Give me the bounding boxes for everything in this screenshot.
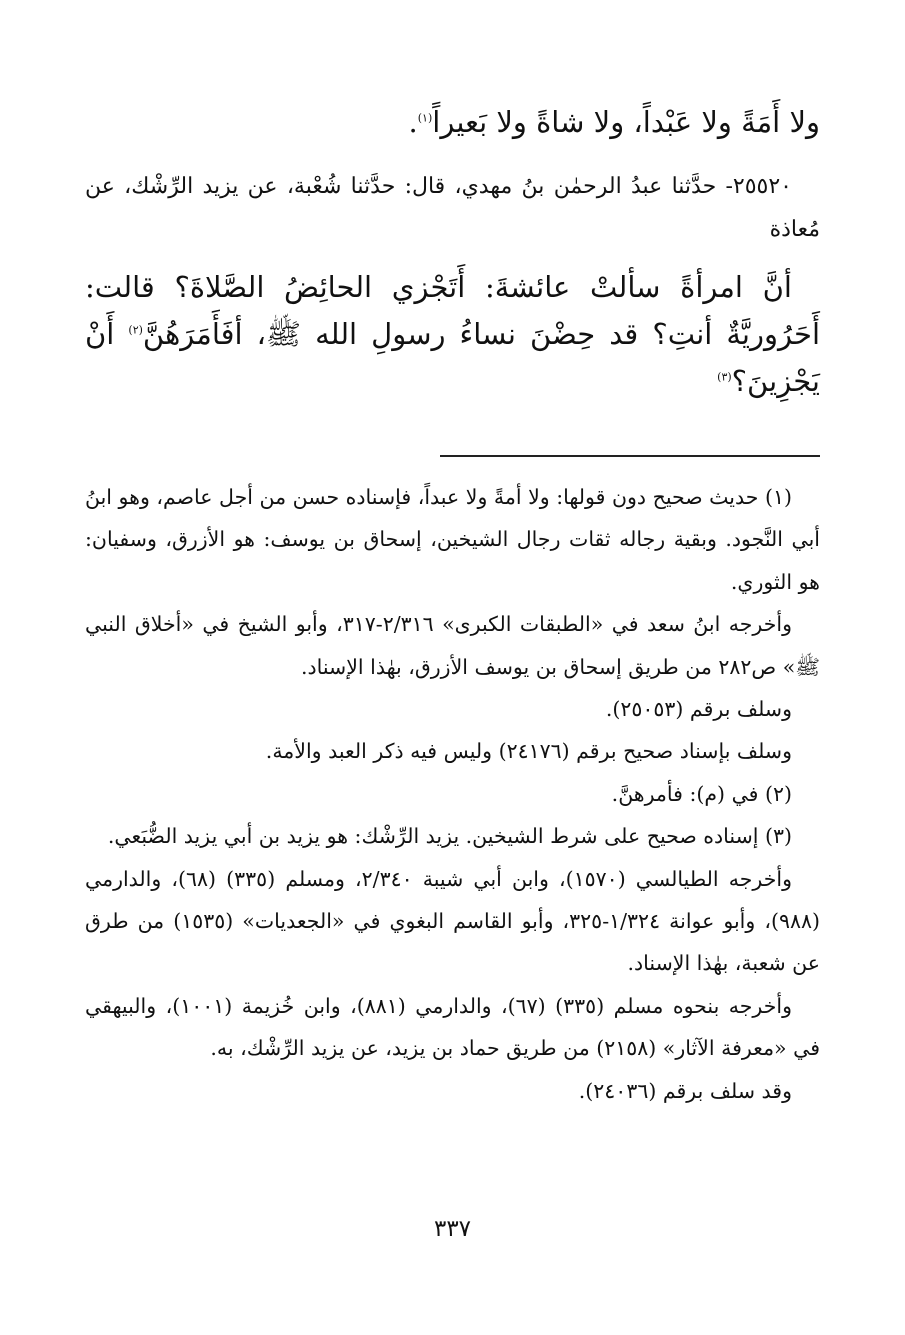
top-text-line — [85, 99, 820, 146]
page-number: ٣٣٧ — [433, 1216, 472, 1242]
footnote-marker-2[interactable]: (٢) — [128, 323, 143, 337]
footnote-3: (٣) إسناده صحيح على شرط الشيخين. يزيد الرِّشْك: هو يزيد بن أبي يزيد الضُّبَعي. — [107, 824, 792, 849]
footnote-2: (٢) في (م): فأمرهنَّ. — [611, 781, 792, 806]
hadith-matn — [85, 264, 820, 405]
footnote-1: (١) حديث صحيح دون قولها: ولا أمةً ولا عبداً، فإسناده حسن من أجل عاصم، وهو ابنُ أبي النَّجود. وبقية رجاله ثقات رجال الشيخين، إسحاق بن يوسف: هو الأزرق، وسفيان: هو الثوري. — [85, 485, 820, 594]
footnote-1-sources: وأخرجه ابنُ سعد في «الطبقات الكبرى» ٢/٣١٦-٣١٧، وأبو الشيخ في «أخلاق النبي ﷺ» ص٢٨٢ من طريق إسحاق بن يوسف الأزرق، بهٰذا الإسناد. — [85, 612, 820, 679]
footnotes-section — [85, 476, 820, 1112]
footnote-marker-1[interactable]: (١) — [417, 111, 433, 125]
footnote-3-more-sources: وأخرجه بنحوه مسلم (٣٣٥) (٦٧)، والدارمي (٨٨١)، وابن خُزيمة (١٠٠١)، والبيهقي في «معرفة الآثار» (٢١٥٨) من طريق حماد بن يزيد، عن يزيد الرِّشْك، به. — [85, 993, 820, 1061]
footnote-3-ref: وقد سلف برقم (٢٤٠٣٦). — [578, 1078, 792, 1103]
hadith-isnad — [85, 165, 820, 251]
footnote-separator — [440, 455, 820, 457]
hadith-intro: ٢٥٥٢٠- حدَّثنا عبدُ الرحمٰن بنُ مهدي، قال: حدَّثنا شُعْبة، عن يزيد الرِّشْك، عن مُعاذة — [85, 174, 820, 242]
footnote-3-sources: وأخرجه الطيالسي (١٥٧٠)، وابن أبي شيبة ٢/٣٤٠، ومسلم (٣٣٥) (٦٨)، والدارمي (٩٨٨)، وأبو عوانة ١/٣٢٤-٣٢٥، وأبو القاسم البغوي في «الجعديات» (١٥٣٥) من طرق عن شعبة، بهٰذا الإسناد. — [85, 866, 820, 976]
footnote-1-ref-a: وسلف برقم (٢٥٠٥٣). — [605, 697, 792, 722]
top-line-text: ولا أَمَةً ولا عَبْداً، ولا شاةً ولا بَعيراً — [432, 105, 820, 139]
footnote-1-ref-b: وسلف بإسناد صحيح برقم (٢٤١٧٦) وليس فيه ذكر العبد والأمة. — [265, 739, 792, 764]
top-line-end: . — [408, 105, 418, 139]
matn-text-part1: أنَّ امرأةً سألتْ عائشةَ: أَتَجْزي الحائِضُ الصَّلاةَ؟ قالت: أَحَرُوريَّةٌ أنتِ؟ قد حِضْنَ نساءُ رسولِ الله ﷺ، أفَأَمَرَهُنَّ — [85, 270, 820, 351]
matn-text-part2: أَنْ يَجْزِينَ؟ — [85, 317, 820, 398]
footnote-marker-3[interactable]: (٣) — [717, 370, 732, 384]
